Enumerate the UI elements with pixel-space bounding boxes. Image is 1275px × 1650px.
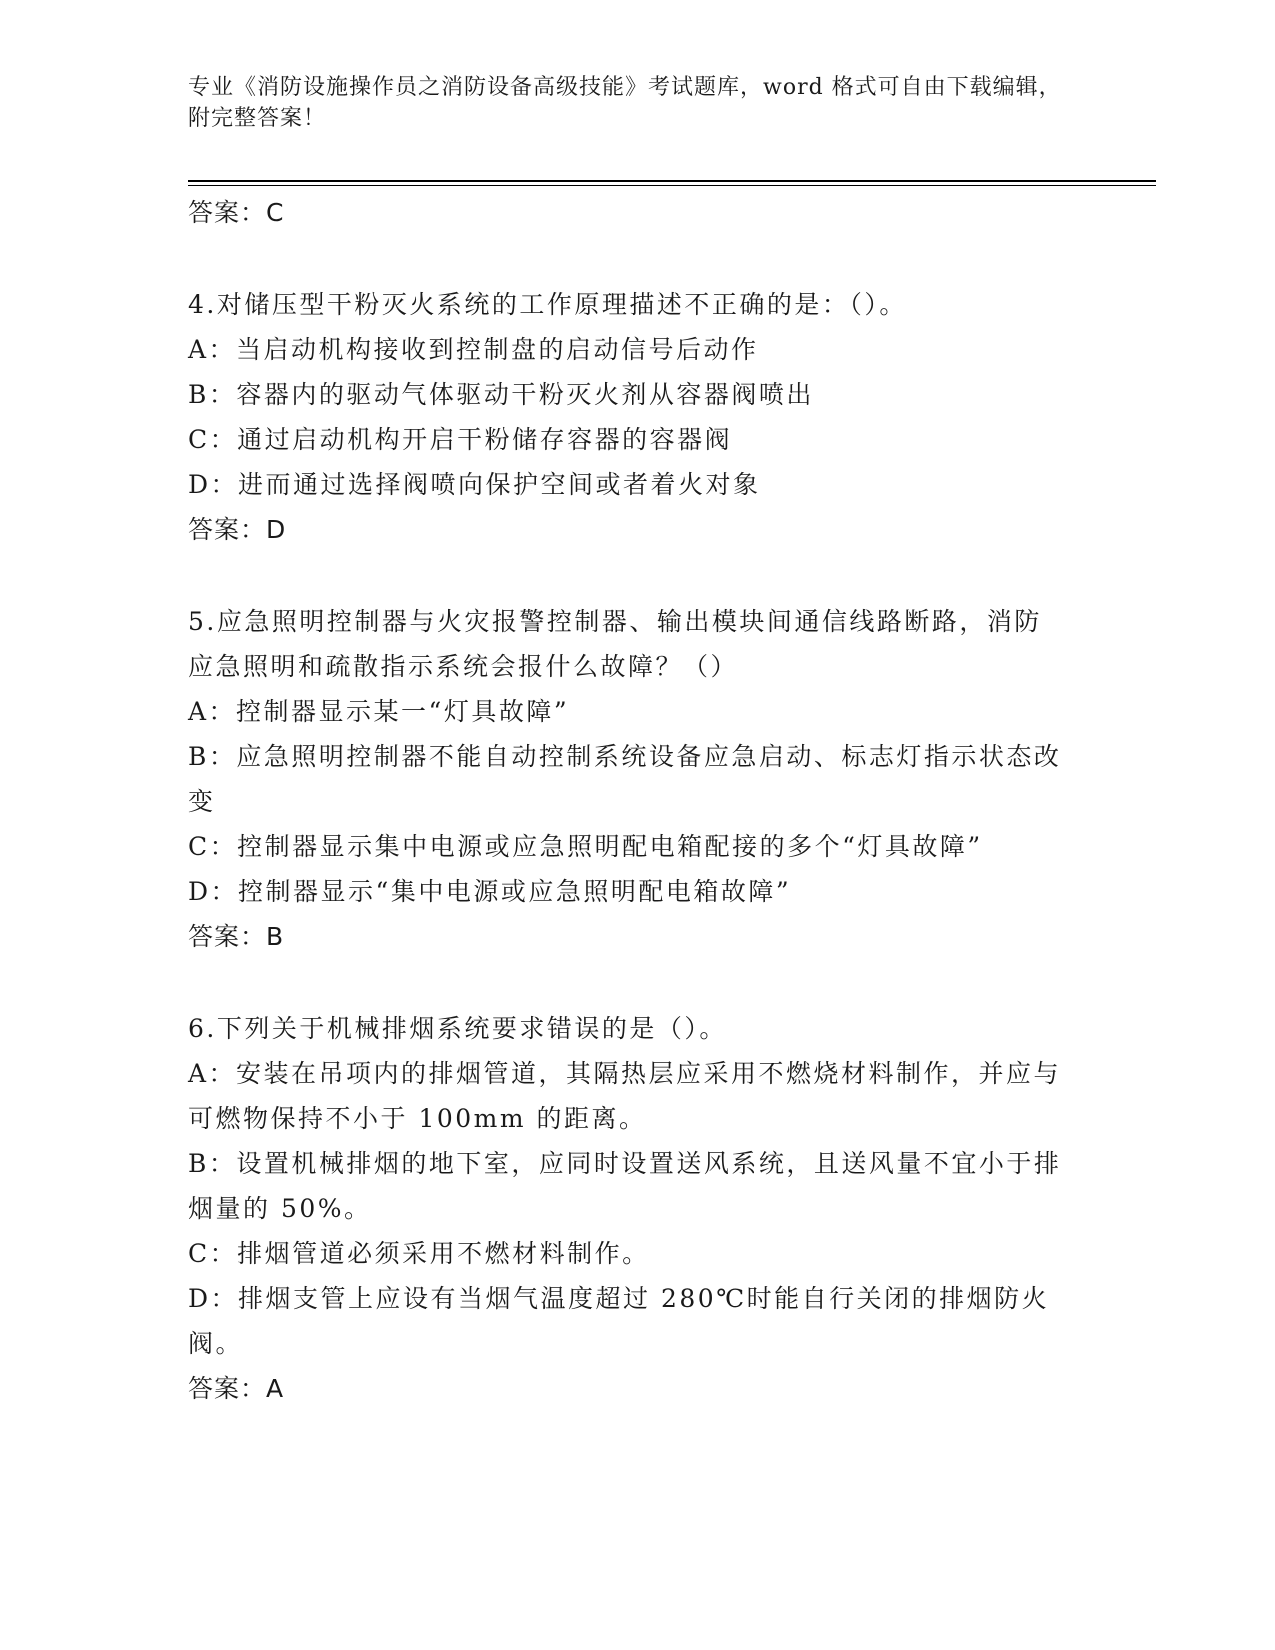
spacer <box>188 235 1068 282</box>
question-answer <box>188 914 1068 959</box>
question-list <box>188 190 1068 1411</box>
option-a: A：控制器显示某一“灯具故障” <box>188 697 570 726</box>
answer-prefix: 答案： <box>188 198 267 227</box>
option-c: C：排烟管道必须采用不燃材料制作。 <box>188 1239 650 1268</box>
question-stem: 5.应急照明控制器与火灾报警控制器、输出模块间通信线路断路，消防应急照明和疏散指示系统会报什么故障？（） <box>188 607 1042 681</box>
answer-value: A <box>266 1374 285 1403</box>
header-divider-thin <box>188 185 1156 186</box>
answer-prefix: 答案： <box>188 515 267 544</box>
question-answer <box>188 507 1068 552</box>
option-d: D：控制器显示“集中电源或应急照明配电箱故障” <box>188 877 792 906</box>
answer-value: D <box>266 515 287 544</box>
option-b: B：设置机械排烟的地下室，应同时设置送风系统，且送风量不宜小于排烟量的 50%。 <box>188 1149 1062 1223</box>
option-d: D：排烟支管上应设有当烟气温度超过 280℃时能自行关闭的排烟防火阀。 <box>188 1284 1050 1358</box>
option-b: B：应急照明控制器不能自动控制系统设备应急启动、标志灯指示状态改变 <box>188 742 1062 816</box>
option-d: D：进而通过选择阀喷向保护空间或者着火对象 <box>188 470 761 499</box>
previous-answer <box>188 190 1068 235</box>
option-c: C：通过启动机构开启干粉储存容器的容器阀 <box>188 425 733 454</box>
question-answer <box>188 1366 1068 1411</box>
question-4 <box>188 282 1068 552</box>
answer-prefix: 答案： <box>188 1374 267 1403</box>
option-a: A：当启动机构接收到控制盘的启动信号后动作 <box>188 335 759 364</box>
option-b: B：容器内的驱动气体驱动干粉灭火剂从容器阀喷出 <box>188 380 814 409</box>
answer-prefix: 答案： <box>188 922 267 951</box>
header-divider-thick <box>188 180 1156 182</box>
spacer <box>188 552 1068 599</box>
spacer <box>188 959 1068 1006</box>
question-stem: 4.对储压型干粉灭火系统的工作原理描述不正确的是：（）。 <box>188 290 907 319</box>
answer-value: B <box>266 922 285 951</box>
question-6 <box>188 1006 1068 1411</box>
option-a: A：安装在吊项内的排烟管道，其隔热层应采用不燃烧材料制作，并应与可燃物保持不小于 100mm 的距离。 <box>188 1059 1062 1133</box>
option-c: C：控制器显示集中电源或应急照明配电箱配接的多个“灯具故障” <box>188 832 983 861</box>
question-stem: 6.下列关于机械排烟系统要求错误的是（）。 <box>188 1014 727 1043</box>
question-5 <box>188 599 1068 959</box>
document-header: 专业《消防设施操作员之消防设备高级技能》考试题库，word 格式可自由下载编辑，附完整答案！ <box>188 75 1062 131</box>
answer-value: C <box>266 198 285 227</box>
